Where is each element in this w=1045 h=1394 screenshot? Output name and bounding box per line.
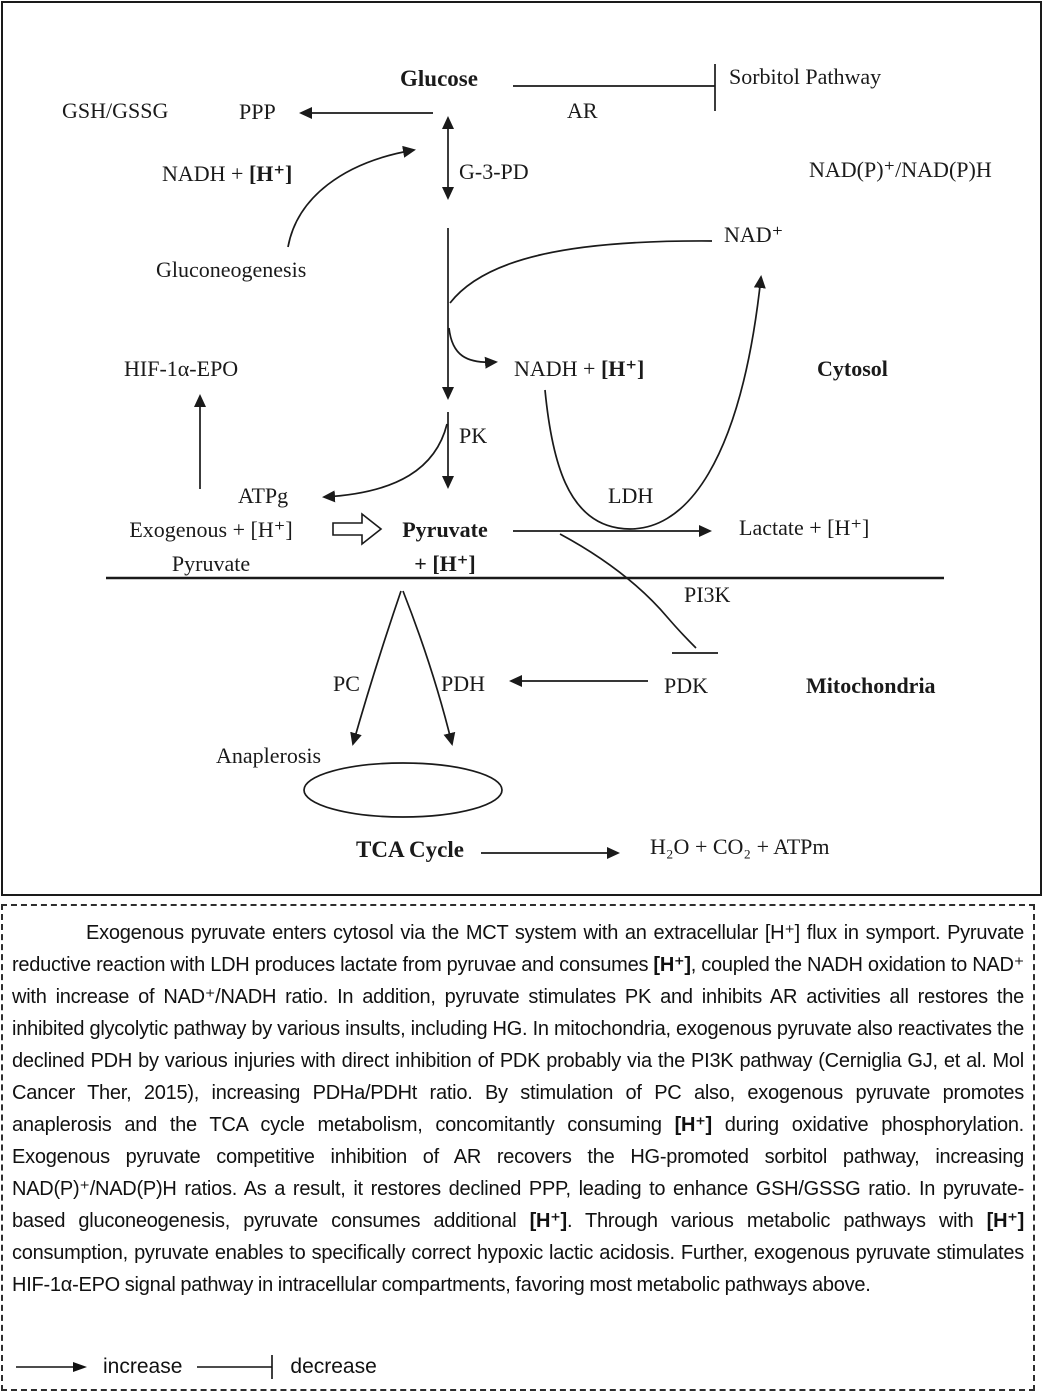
nadh-h-mid-bold: [H⁺] — [600, 356, 645, 381]
nadh-h-mid-label — [514, 357, 644, 381]
atpg-arrow — [324, 424, 447, 497]
mitochondria-label: Mitochondria — [806, 673, 936, 698]
gluconeogenesis-label: Gluconeogenesis — [156, 257, 307, 282]
nadh-h-left-label — [162, 162, 292, 186]
tca-cycle-label: TCA Cycle — [356, 837, 464, 862]
nad-plus-label: NAD⁺ — [724, 222, 784, 247]
pc-label: PC — [333, 671, 360, 696]
cytosol-label: Cytosol — [817, 356, 888, 381]
nad-branch-curve — [450, 241, 712, 303]
ppp-label: PPP — [239, 99, 276, 124]
pdk-label: PDK — [664, 673, 709, 698]
caption-paragraph: Exogenous pyruvate enters cytosol via the MCT system with an extracellular [H⁺] flux in symport. Pyruvate reductive reaction with LDH produces lactate from pyruvae and consumes [H⁺], coupled the NADH oxidation to NAD⁺ with increase of NAD⁺/NADH ratio. In addition, pyruvate stimulates PK and inhibits AR activities all restores the inhibited glycolytic pathway by various insults, including HG. In mitochondria, exogenous pyruvate also reactivates the declined PDH by various injuries with direct inhibition of PDK probably via the PI3K pathway (Cerniglia GJ, et al. Mol Cancer Ther, 2015), increasing PDHa/PDHt ratio. By stimulation of PC also, exogenous pyruvate promotes anaplerosis and the TCA cycle metabolism, concomitantly consuming [H⁺] during oxidative phosphorylation. Exogenous pyruvate competitive inhibition of AR recovers the HG-promoted sorbitol pathway, increasing NAD(P)⁺/NAD(P)H ratios. As a result, it restores declined PPP, leading to enhance GSH/GSSG ratio. In pyruvate-based gluconeogenesis, pyruvate consumes additional [H⁺]. Through various metabolic pathways with [H⁺] consumption, pyruvate enables to specifically correct hypoxic lactic acidosis. Further, exogenous pyruvate stimulates HIF-1α-EPO signal pathway in intracellular compartments, favoring most metabolic pathways above. — [12, 922, 1025, 1296]
anaplerosis-label: Anaplerosis — [216, 743, 322, 768]
exogenous-pyruvate-label — [108, 513, 314, 581]
gluconeogenesis-arrow — [288, 150, 414, 247]
tca-cycle-ellipse — [304, 763, 502, 817]
ar-label: AR — [567, 98, 598, 123]
pi3k-curve — [560, 534, 696, 648]
lactate-label: Lactate + [H⁺] — [739, 515, 870, 540]
arrow-legend — [15, 1353, 377, 1381]
tca-products-label: H₂O + CO₂ + ATPm — [650, 834, 830, 859]
exogenous-line2: Pyruvate — [171, 551, 251, 576]
sorbitol-pathway-label: Sorbitol Pathway — [729, 64, 882, 89]
legend-increase-label: increase — [103, 1355, 183, 1378]
nadp-ratio-label: NAD(P)⁺/NAD(P)H — [809, 157, 992, 182]
nadh-branch-arrow — [449, 328, 496, 362]
pi3k-label: PI3K — [684, 582, 731, 607]
legend-decrease-label: decrease — [290, 1355, 377, 1378]
nadh-h-mid-pre: NADH + — [514, 356, 601, 381]
pyruvate-line1: Pyruvate — [402, 517, 488, 542]
pdh-arm-arrow — [403, 591, 452, 744]
pyruvate-line2: + [H⁺] — [414, 551, 476, 576]
glucose-label: Glucose — [400, 66, 478, 91]
exogenous-line1: Exogenous + [H⁺] — [129, 517, 293, 542]
gsh-gssg-label: GSH/GSSG — [62, 98, 169, 123]
increase-arrow-icon — [15, 1359, 89, 1375]
pathway-diagram-panel — [1, 1, 1042, 896]
pdh-label: PDH — [441, 671, 486, 696]
atpg-label: ATPg — [238, 483, 289, 508]
pyruvate-main-label — [376, 513, 514, 581]
figure-caption-panel — [1, 904, 1035, 1391]
decrease-bar-icon — [196, 1353, 276, 1381]
nadh-h-left-bold: [H⁺] — [248, 161, 293, 186]
g3pd-label: G-3-PD — [459, 159, 529, 184]
nadh-h-left-pre: NADH + — [162, 161, 249, 186]
hif-epo-label: HIF-1α-EPO — [124, 356, 239, 381]
pc-arm-arrow — [353, 591, 401, 744]
ldh-label: LDH — [608, 483, 654, 508]
exogenous-entry-block-arrow — [333, 514, 381, 544]
pk-label: PK — [459, 423, 488, 448]
